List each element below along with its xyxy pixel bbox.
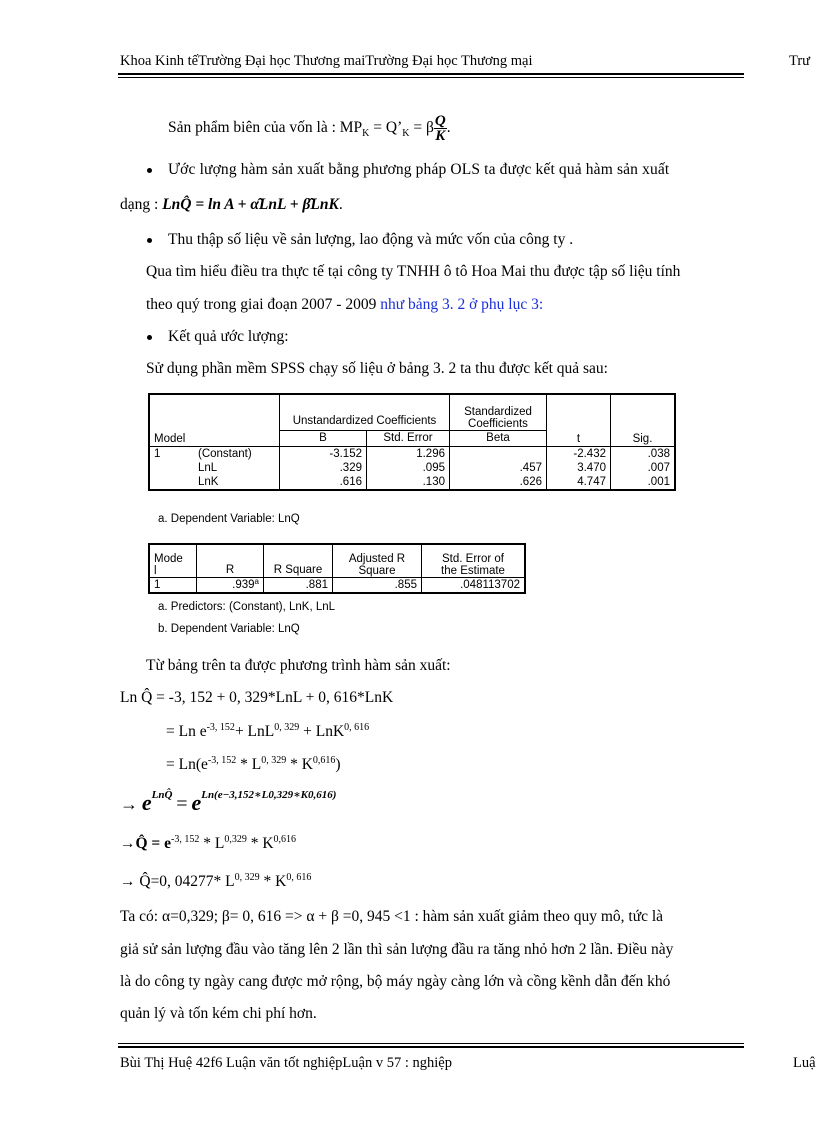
eq3-d: ) bbox=[335, 756, 341, 773]
header-unstandardized: Unstandardized Coefficients bbox=[280, 394, 450, 430]
cell-t: 3.470 bbox=[547, 461, 611, 475]
bullet1-prefix: dạng : bbox=[120, 196, 159, 213]
table-row bbox=[149, 475, 675, 490]
conclusion-line4: quản lý và tốn kém chi phí hơn. bbox=[120, 1005, 317, 1022]
cell-se: 1.296 bbox=[367, 446, 450, 461]
eq3-sup2: 0, 329 bbox=[261, 755, 287, 766]
bullet-dot bbox=[147, 335, 152, 340]
eq3-a: = Ln(e bbox=[166, 756, 208, 773]
summary-h-adj2: Square bbox=[358, 564, 396, 577]
table-row bbox=[149, 446, 675, 461]
equation-3 bbox=[166, 756, 341, 774]
summary-h-se1: Std. Error of bbox=[442, 552, 504, 565]
cell-se: .095 bbox=[367, 461, 450, 475]
eq3-sup3: 0,616 bbox=[312, 755, 336, 766]
mpk-line bbox=[168, 114, 451, 143]
frac-num: Q bbox=[434, 113, 446, 129]
bullet1-end: . bbox=[338, 196, 343, 213]
equation-1: Ln Q̂ = -3, 152 + 0, 329*LnL + 0, 616*LnK bbox=[120, 689, 394, 706]
cell-model: 1 bbox=[149, 446, 194, 461]
equation-2 bbox=[166, 723, 369, 741]
eq6-a: → Q̂=0, 04277* L bbox=[120, 873, 235, 890]
frac-den: K bbox=[435, 128, 446, 144]
summary-r-value: .939 bbox=[232, 578, 255, 591]
eq5-sup2: 0,329 bbox=[224, 834, 247, 845]
eq3-b: * L bbox=[236, 756, 262, 773]
summary-cell-se: .048113702 bbox=[422, 577, 526, 593]
para1-line1: Qua tìm hiểu điều tra thực tế tại công ty TNHH ô tô Hoa Mai thu được tập số liệu tính bbox=[146, 263, 681, 280]
header-se: Std. Error bbox=[367, 430, 450, 446]
summary-header-se bbox=[422, 544, 526, 577]
eq4-e-right: e bbox=[191, 790, 202, 815]
bullet3-text: Kết quả ước lượng: bbox=[168, 328, 289, 345]
eq2-c: + LnK bbox=[299, 723, 345, 740]
summary-h-se2: the Estimate bbox=[441, 564, 505, 577]
eq3-sup1: -3, 152 bbox=[207, 755, 237, 766]
summary-cell-r2: .881 bbox=[264, 577, 333, 593]
cell-sig: .001 bbox=[611, 475, 676, 490]
appendix-link[interactable]: như bảng 3. 2 ở phụ lục 3: bbox=[380, 296, 544, 313]
table-row bbox=[149, 577, 525, 593]
model-summary-table bbox=[148, 543, 526, 594]
cell-name: LnK bbox=[194, 475, 280, 490]
bullet2-text: Thu thập số liệu về sản lượng, lao động và mức vốn của công ty . bbox=[168, 231, 574, 248]
eq5-c: * K bbox=[246, 835, 274, 852]
eq4-rhs-exp: Ln(e−3,152∗L0,329∗K0,616) bbox=[201, 789, 337, 801]
cell-name: LnL bbox=[194, 461, 280, 475]
bullet1-text: Ước lượng hàm sản xuất bằng phương pháp OLS ta được kết quả hàm sản xuất bbox=[168, 161, 670, 178]
conclusion-line3: là do công ty ngày cang được mở rộng, bộ máy ngày càng lớn và cồng kềnh dẫn đến khó bbox=[120, 973, 671, 990]
eq6-sup2: 0, 616 bbox=[286, 872, 312, 883]
cell-b: .329 bbox=[280, 461, 367, 475]
cell-model bbox=[149, 475, 194, 490]
mpk-sub: K bbox=[362, 128, 370, 140]
mpk-beta: = β bbox=[409, 119, 434, 137]
cell-b: .616 bbox=[280, 475, 367, 490]
eq2-sup3: 0, 616 bbox=[344, 722, 370, 733]
page-header: Khoa Kinh tếTrường Đại học Thương maiTrường Đại học Thương mại bbox=[120, 53, 533, 69]
page-footer: Bùi Thị Huệ 42f6 Luận văn tốt nghiệpLuận v 57 : nghiệp bbox=[120, 1055, 452, 1071]
header-standardized bbox=[450, 394, 547, 430]
summary-cell-adj: .855 bbox=[333, 577, 422, 593]
equation-6 bbox=[120, 873, 311, 891]
summary-header-r: R bbox=[197, 544, 264, 577]
eq5-a: →Q̂ = e bbox=[120, 835, 172, 852]
summary-cell-model: 1 bbox=[149, 577, 197, 593]
summary-note-b: b. Dependent Variable: LnQ bbox=[158, 623, 300, 635]
eq2-b: + LnL bbox=[234, 723, 275, 740]
summary-r-sup: a bbox=[254, 576, 259, 586]
production-function-formula: LnQ̂ = ln A + α̂LnL + β̂LnK bbox=[162, 196, 339, 213]
eq4-lhs-exp: LnQ̂ bbox=[151, 789, 173, 801]
cell-se: .130 bbox=[367, 475, 450, 490]
mpk-sub2: K bbox=[402, 128, 410, 140]
cell-sig: .007 bbox=[611, 461, 676, 475]
header-std1: Standardized bbox=[464, 405, 532, 418]
mpk-fraction bbox=[434, 114, 447, 143]
cell-beta: .626 bbox=[450, 475, 547, 490]
summary-h-model1: Mode bbox=[154, 552, 183, 565]
mpk-eq: = Q’ bbox=[369, 119, 403, 137]
eq4-e-left: e bbox=[141, 790, 152, 815]
eq5-b: * L bbox=[199, 835, 225, 852]
bullet-dot bbox=[147, 238, 152, 243]
eq6-b: * K bbox=[259, 873, 287, 890]
bullet1-line1 bbox=[168, 160, 742, 180]
coef-note: a. Dependent Variable: LnQ bbox=[158, 513, 300, 525]
eq6-sup1: 0, 329 bbox=[234, 872, 260, 883]
cell-sig: .038 bbox=[611, 446, 676, 461]
eq5-sup3: 0,616 bbox=[273, 834, 297, 845]
conclusion-line1: Ta có: α=0,329; β= 0, 616 => α + β =0, 945 <1 : hàm sản xuất giảm theo quy mô, tức là bbox=[120, 908, 664, 925]
eq4-equals: = bbox=[176, 793, 188, 815]
footer-rule bbox=[118, 1046, 744, 1048]
conclusion-line2: giả sử sản lượng đầu vào tăng lên 2 lần thì sản lượng đầu ra tăng nhỏ hơn 2 lần. Điều này bbox=[120, 941, 674, 958]
eq5-sup1: -3, 152 bbox=[171, 834, 200, 845]
bullet1-line2 bbox=[120, 195, 343, 215]
equation-5 bbox=[120, 835, 296, 853]
summary-h-model2: l bbox=[154, 564, 157, 577]
header-beta: Beta bbox=[450, 430, 547, 446]
mpk-end: . bbox=[446, 119, 451, 137]
para1-line2 bbox=[146, 295, 543, 315]
cell-beta: .457 bbox=[450, 461, 547, 475]
summary-header-adj bbox=[333, 544, 422, 577]
eq2-sup1: -3, 152 bbox=[206, 722, 235, 733]
header-rule-thin bbox=[118, 77, 744, 78]
eq2-sup2: 0, 329 bbox=[274, 722, 300, 733]
coefficients-table bbox=[148, 393, 676, 491]
mpk-text: Sản phẩm biên của vốn là : MP bbox=[168, 119, 363, 137]
page-header-right: Trư bbox=[789, 53, 811, 69]
para1-text: theo quý trong giai đoạn 2007 - 2009 bbox=[146, 296, 377, 313]
summary-cell-r bbox=[197, 577, 264, 593]
cell-t: -2.432 bbox=[547, 446, 611, 461]
cell-t: 4.747 bbox=[547, 475, 611, 490]
cell-model bbox=[149, 461, 194, 475]
para2-text: Sử dụng phần mềm SPSS chạy số liệu ở bảng 3. 2 ta thu được kết quả sau: bbox=[146, 360, 608, 377]
footer-rule-thin bbox=[118, 1043, 744, 1044]
arrow-icon: → bbox=[120, 794, 138, 814]
cell-name: (Constant) bbox=[194, 446, 280, 461]
equation-4 bbox=[120, 790, 336, 816]
derivation-intro: Từ bảng trên ta được phương trình hàm sản xuất: bbox=[146, 657, 451, 674]
table-row bbox=[149, 461, 675, 475]
page-footer-right: Luậ bbox=[793, 1055, 816, 1071]
summary-note-a: a. Predictors: (Constant), LnK, LnL bbox=[158, 601, 336, 613]
header-std2: Coefficients bbox=[468, 417, 528, 430]
header-t: t bbox=[547, 394, 611, 446]
eq3-c: * K bbox=[286, 756, 313, 773]
bullet-dot bbox=[147, 168, 152, 173]
header-rule bbox=[118, 73, 744, 75]
summary-header-model bbox=[149, 544, 197, 577]
cell-beta bbox=[450, 446, 547, 461]
summary-header-r2: R Square bbox=[264, 544, 333, 577]
eq2-a: = Ln e bbox=[166, 723, 207, 740]
header-sig: Sig. bbox=[611, 394, 676, 446]
summary-h-adj1: Adjusted R bbox=[348, 552, 406, 565]
header-model: Model bbox=[149, 394, 280, 446]
cell-b: -3.152 bbox=[280, 446, 367, 461]
header-b: B bbox=[280, 430, 367, 446]
